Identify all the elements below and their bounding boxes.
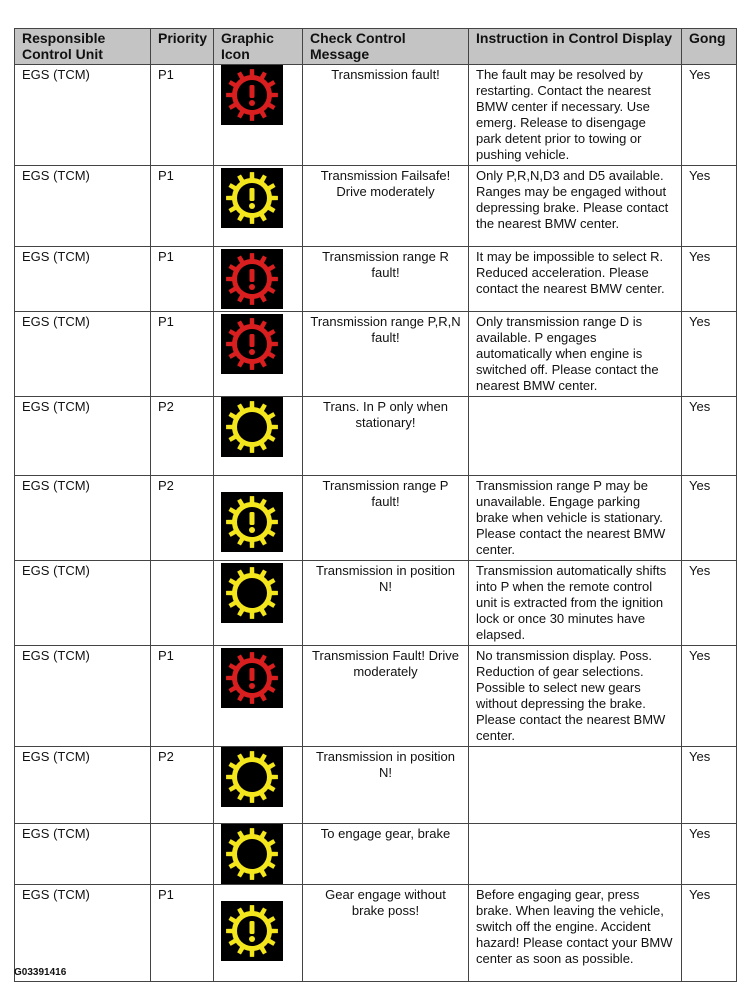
transmission-gear-exclamation-icon bbox=[221, 648, 283, 708]
cell-check-control-message: Transmission in position N! bbox=[303, 561, 469, 646]
cell-instruction: The fault may be resolved by restarting. Contact the nearest BMW center if necessary. Use emerg. Release to disengage park detent prior to towing or pushing vehicle. bbox=[469, 65, 682, 166]
cell-control-unit: EGS (TCM) bbox=[15, 166, 151, 247]
cell-instruction bbox=[469, 397, 682, 476]
transmission-gear-exclamation-icon bbox=[221, 492, 283, 552]
table-row bbox=[15, 166, 737, 247]
header-priority: Priority bbox=[151, 29, 214, 65]
cell-gong: Yes bbox=[682, 561, 737, 646]
table-row bbox=[15, 824, 737, 885]
cell-instruction: Transmission automatically shifts into P when the remote control unit is extracted from the ignition lock or once 30 minutes have elapsed. bbox=[469, 561, 682, 646]
cell-check-control-message: Transmission Fault! Drive moderately bbox=[303, 646, 469, 747]
cell-priority: P1 bbox=[151, 166, 214, 247]
cell-instruction bbox=[469, 824, 682, 885]
header-check-control-message: Check Control Message bbox=[303, 29, 469, 65]
cell-priority: P1 bbox=[151, 65, 214, 166]
table-row bbox=[15, 561, 737, 646]
header-instruction: Instruction in Control Display bbox=[469, 29, 682, 65]
cell-graphic-icon bbox=[214, 312, 303, 397]
cell-check-control-message: Transmission Failsafe! Drive moderately bbox=[303, 166, 469, 247]
cell-check-control-message: Transmission in position N! bbox=[303, 747, 469, 824]
cell-graphic-icon bbox=[214, 646, 303, 747]
cell-gong: Yes bbox=[682, 476, 737, 561]
table-header-row bbox=[15, 29, 737, 65]
transmission-gear-exclamation-icon bbox=[221, 314, 283, 374]
cell-gong: Yes bbox=[682, 747, 737, 824]
cell-control-unit: EGS (TCM) bbox=[15, 65, 151, 166]
table-row bbox=[15, 646, 737, 747]
cell-instruction: Transmission range P may be unavailable. Engage parking brake when vehicle is stationary. Please contact the nearest BMW center. bbox=[469, 476, 682, 561]
cell-check-control-message: Trans. In P only when stationary! bbox=[303, 397, 469, 476]
cell-instruction bbox=[469, 747, 682, 824]
cell-gong: Yes bbox=[682, 166, 737, 247]
transmission-gear-exclamation-icon bbox=[221, 168, 283, 228]
table-row bbox=[15, 747, 737, 824]
cell-graphic-icon bbox=[214, 397, 303, 476]
header-graphic-icon: Graphic Icon bbox=[214, 29, 303, 65]
cell-control-unit: EGS (TCM) bbox=[15, 885, 151, 982]
cell-check-control-message: Transmission fault! bbox=[303, 65, 469, 166]
cell-gong: Yes bbox=[682, 247, 737, 312]
cell-check-control-message: Gear engage without brake poss! bbox=[303, 885, 469, 982]
table-row bbox=[15, 885, 737, 982]
cell-check-control-message: Transmission range P,R,N fault! bbox=[303, 312, 469, 397]
cell-priority: P1 bbox=[151, 247, 214, 312]
cell-gong: Yes bbox=[682, 312, 737, 397]
cell-check-control-message: Transmission range P fault! bbox=[303, 476, 469, 561]
transmission-gear-exclamation-icon bbox=[221, 901, 283, 961]
check-control-table bbox=[14, 28, 737, 982]
table-row bbox=[15, 312, 737, 397]
cell-graphic-icon bbox=[214, 561, 303, 646]
transmission-gear-exclamation-icon bbox=[221, 249, 283, 309]
cell-priority: P2 bbox=[151, 476, 214, 561]
cell-instruction: No transmission display. Poss. Reduction of gear selections. Possible to select new gears without depressing the brake. Please contact the nearest BMW center. bbox=[469, 646, 682, 747]
cell-control-unit: EGS (TCM) bbox=[15, 397, 151, 476]
cell-graphic-icon bbox=[214, 166, 303, 247]
cell-check-control-message: To engage gear, brake bbox=[303, 824, 469, 885]
transmission-gear-icon bbox=[221, 747, 283, 807]
cell-priority: P1 bbox=[151, 885, 214, 982]
cell-control-unit: EGS (TCM) bbox=[15, 646, 151, 747]
cell-priority: P2 bbox=[151, 747, 214, 824]
cell-gong: Yes bbox=[682, 885, 737, 982]
cell-instruction: Before engaging gear, press brake. When leaving the vehicle, switch off the engine. Accident hazard! Please contact your BMW center as soon as possible. bbox=[469, 885, 682, 982]
transmission-gear-icon bbox=[221, 563, 283, 623]
cell-gong: Yes bbox=[682, 824, 737, 885]
cell-graphic-icon bbox=[214, 885, 303, 982]
cell-gong: Yes bbox=[682, 397, 737, 476]
cell-instruction: It may be impossible to select R. Reduced acceleration. Please contact the nearest BMW center. bbox=[469, 247, 682, 312]
figure-id: G03391416 bbox=[14, 967, 67, 978]
cell-gong: Yes bbox=[682, 65, 737, 166]
cell-graphic-icon bbox=[214, 65, 303, 166]
cell-check-control-message: Transmission range R fault! bbox=[303, 247, 469, 312]
cell-gong: Yes bbox=[682, 646, 737, 747]
cell-instruction: Only transmission range D is available. P engages automatically when engine is switched off. Please contact the nearest BMW center. bbox=[469, 312, 682, 397]
cell-control-unit: EGS (TCM) bbox=[15, 561, 151, 646]
cell-graphic-icon bbox=[214, 247, 303, 312]
cell-control-unit: EGS (TCM) bbox=[15, 247, 151, 312]
table-row bbox=[15, 247, 737, 312]
header-gong: Gong bbox=[682, 29, 737, 65]
transmission-gear-icon bbox=[221, 824, 283, 884]
cell-priority: P1 bbox=[151, 646, 214, 747]
cell-priority bbox=[151, 561, 214, 646]
cell-control-unit: EGS (TCM) bbox=[15, 312, 151, 397]
transmission-gear-icon bbox=[221, 397, 283, 457]
cell-graphic-icon bbox=[214, 824, 303, 885]
cell-priority bbox=[151, 824, 214, 885]
table-row bbox=[15, 476, 737, 561]
cell-control-unit: EGS (TCM) bbox=[15, 824, 151, 885]
cell-instruction: Only P,R,N,D3 and D5 available. Ranges may be engaged without depressing brake. Please contact the nearest BMW center. bbox=[469, 166, 682, 247]
table-row bbox=[15, 65, 737, 166]
cell-priority: P1 bbox=[151, 312, 214, 397]
cell-graphic-icon bbox=[214, 476, 303, 561]
cell-control-unit: EGS (TCM) bbox=[15, 747, 151, 824]
cell-priority: P2 bbox=[151, 397, 214, 476]
table-row bbox=[15, 397, 737, 476]
transmission-gear-exclamation-icon bbox=[221, 65, 283, 125]
header-responsible-control-unit: Responsible Control Unit bbox=[15, 29, 151, 65]
cell-graphic-icon bbox=[214, 747, 303, 824]
cell-control-unit: EGS (TCM) bbox=[15, 476, 151, 561]
